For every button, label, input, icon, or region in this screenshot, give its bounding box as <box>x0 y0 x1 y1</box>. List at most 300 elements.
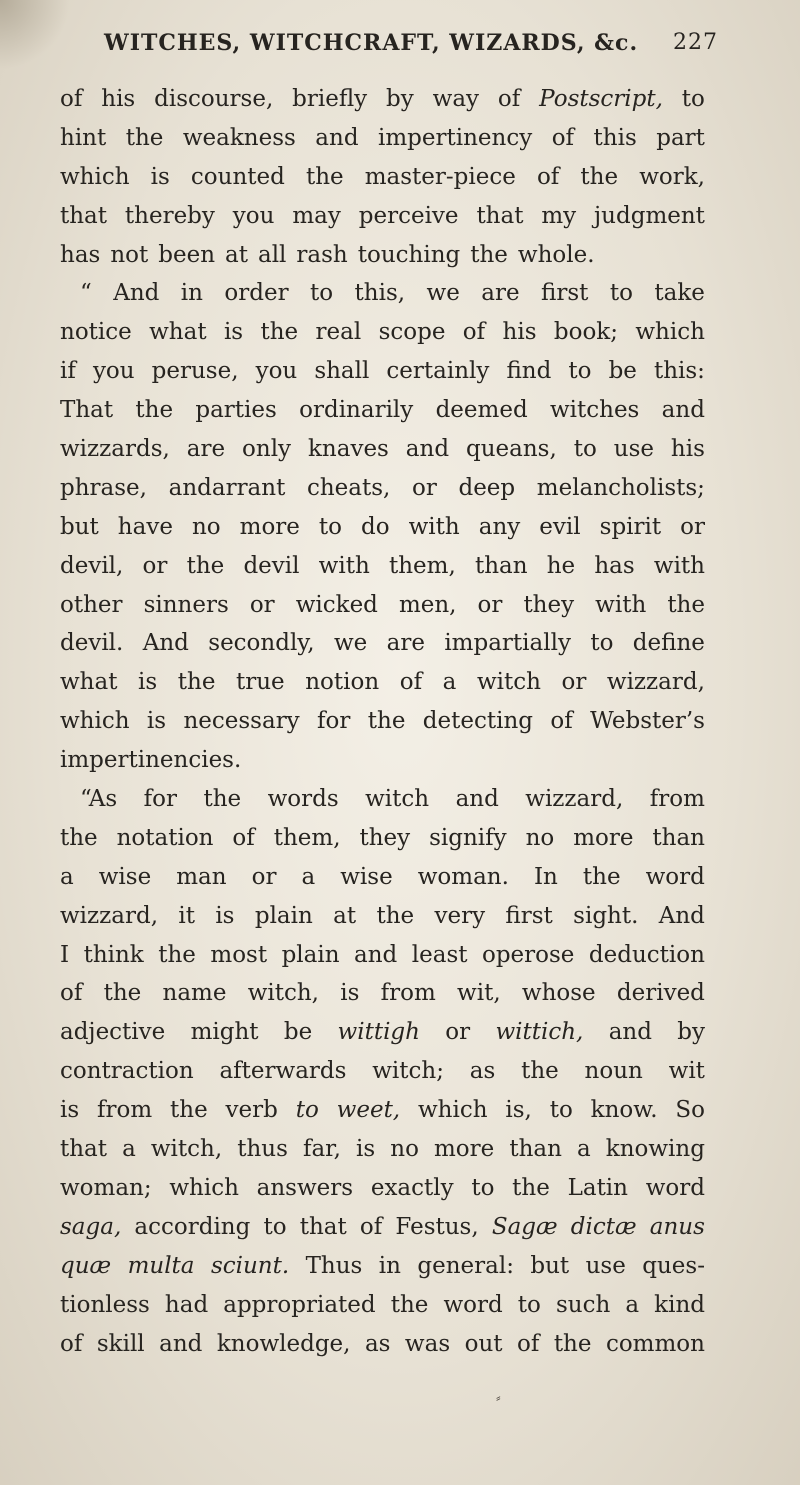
word: discourse, <box>154 86 274 112</box>
word: the <box>260 319 299 346</box>
word: afterwards <box>219 1058 347 1085</box>
word: take <box>654 280 705 307</box>
word: the <box>158 941 196 968</box>
word: are <box>481 280 520 307</box>
word: which <box>60 163 130 190</box>
word: that <box>299 1213 347 1240</box>
word: word <box>645 863 705 890</box>
word: detecting <box>422 708 534 735</box>
word: to <box>573 436 597 463</box>
word: he <box>546 552 576 579</box>
word: derived <box>616 980 705 1007</box>
word: quæ <box>60 1252 112 1279</box>
text-line <box>60 586 705 625</box>
word: the <box>186 552 225 579</box>
word: wizzard, <box>60 902 159 929</box>
word: which <box>635 319 705 346</box>
word: devil, <box>60 552 124 579</box>
word: master-piece <box>364 163 516 190</box>
word: a <box>576 1136 591 1163</box>
running-title: WITCHES, WITCHCRAFT, WIZARDS, &c. <box>104 30 639 56</box>
word: and <box>354 941 398 968</box>
word: Festus, <box>395 1213 479 1240</box>
word: the <box>177 669 216 696</box>
text-line <box>60 624 705 663</box>
word: cheats, <box>306 474 391 501</box>
word: of <box>359 1213 383 1240</box>
word: is <box>150 163 170 190</box>
word: this <box>593 124 637 151</box>
word: sinners <box>143 591 229 618</box>
word: to <box>318 513 343 540</box>
word: are <box>186 436 226 463</box>
word: or <box>251 863 277 890</box>
word: secondly, <box>208 630 315 657</box>
word: a <box>301 863 316 890</box>
word: common <box>605 1330 705 1357</box>
word: more <box>573 824 634 851</box>
word: you <box>232 202 275 229</box>
word: they <box>523 591 575 618</box>
word: what <box>149 319 207 346</box>
word: operose <box>481 941 575 968</box>
word: impartially <box>444 630 571 657</box>
word: it <box>178 902 195 929</box>
word: wizzard, <box>525 786 624 813</box>
text-line <box>60 158 705 197</box>
word: the <box>512 1174 550 1201</box>
word: them, <box>388 552 456 579</box>
word: the <box>203 786 242 813</box>
word: counted <box>190 163 285 190</box>
word: for <box>317 708 351 735</box>
word: deep <box>458 474 516 501</box>
word: wittigh <box>337 1019 420 1046</box>
word: most <box>210 941 268 968</box>
word: with <box>318 552 370 579</box>
word: no <box>191 513 221 540</box>
word: than <box>474 552 528 579</box>
text-line <box>60 80 705 119</box>
word: wit <box>668 1058 705 1085</box>
word: That <box>60 397 114 424</box>
word: or <box>680 513 705 540</box>
word: all <box>257 241 287 268</box>
word: least <box>411 941 468 968</box>
word: such <box>555 1291 611 1318</box>
word: notion <box>305 669 380 696</box>
word: kind <box>654 1291 705 1318</box>
word: and <box>315 124 359 151</box>
word: devil. <box>60 630 124 657</box>
word: than <box>652 824 705 851</box>
word: melancholists; <box>536 474 705 501</box>
word: or <box>477 591 503 618</box>
word: to <box>568 358 592 385</box>
word: And <box>113 280 160 307</box>
word: And <box>142 630 189 657</box>
word: “ <box>80 280 92 307</box>
text-line <box>60 897 705 936</box>
word: plain <box>281 941 340 968</box>
word: ques- <box>642 1252 705 1279</box>
text-line <box>60 469 705 508</box>
word: deduction <box>588 941 705 968</box>
word: order <box>224 280 289 307</box>
word: is <box>60 1097 80 1124</box>
word: no <box>390 1136 419 1163</box>
word: word <box>443 1291 503 1318</box>
word: wizzard, <box>606 669 705 696</box>
word: whose <box>521 980 596 1007</box>
word: this: <box>653 358 705 385</box>
word: which <box>417 1097 488 1124</box>
word: the <box>305 163 344 190</box>
word: notation <box>116 824 214 851</box>
word: the <box>580 163 619 190</box>
word: wicked <box>295 591 378 618</box>
word: multa <box>127 1252 195 1279</box>
word: more <box>239 513 300 540</box>
word: wise <box>340 863 393 890</box>
word: evil <box>539 513 581 540</box>
word: wizzards, <box>60 436 170 463</box>
word: shall <box>314 358 370 385</box>
text-line <box>60 974 705 1013</box>
word: exactly <box>370 1174 454 1201</box>
word: a <box>60 863 74 890</box>
word: wittich, <box>495 1019 584 1046</box>
word: only <box>242 436 292 463</box>
word: been <box>158 241 216 268</box>
text-line <box>60 702 705 741</box>
text-line <box>60 819 705 858</box>
word: And <box>658 902 705 929</box>
word: and <box>455 786 499 813</box>
word: appropriated <box>223 1291 376 1318</box>
word: more <box>434 1136 495 1163</box>
word: plain <box>254 902 313 929</box>
word: a <box>442 669 457 696</box>
word: has <box>60 241 101 268</box>
word: not <box>110 241 149 268</box>
word: the <box>170 1097 208 1124</box>
word: use <box>613 436 654 463</box>
ink-speck: ⸗ <box>496 1390 501 1406</box>
word: phrase, <box>60 474 147 501</box>
word: andarrant <box>168 474 286 501</box>
word: weet, <box>336 1097 401 1124</box>
word: we <box>333 630 368 657</box>
word: In <box>533 863 558 890</box>
word: witch, <box>247 980 319 1007</box>
word: at <box>225 241 248 268</box>
word: weakness <box>182 124 296 151</box>
word: to <box>517 1291 541 1318</box>
word: impertinencies. <box>60 747 242 774</box>
word: or <box>411 474 437 501</box>
word: to <box>681 86 705 112</box>
word: be <box>608 358 637 385</box>
word: might <box>190 1019 259 1046</box>
word: notice <box>60 319 132 346</box>
word: witch <box>476 669 541 696</box>
word: the <box>667 591 705 618</box>
word: Postscript, <box>539 86 663 112</box>
word: a <box>625 1291 640 1318</box>
word: at <box>333 902 357 929</box>
word: of <box>60 980 83 1007</box>
word: do <box>361 513 390 540</box>
word: whole. <box>517 241 595 268</box>
page-number: 227 <box>673 30 718 55</box>
word: or <box>561 669 587 696</box>
word: in <box>378 1252 401 1279</box>
word: certainly <box>386 358 490 385</box>
word: part <box>656 124 705 151</box>
word: of <box>497 86 521 112</box>
word: the <box>367 708 406 735</box>
word: you <box>92 358 135 385</box>
word: peruse, <box>151 358 239 385</box>
word: that <box>60 1136 108 1163</box>
word: saga, <box>60 1213 122 1240</box>
word: be <box>283 1019 313 1046</box>
word: by <box>677 1019 705 1046</box>
word: the <box>470 241 508 268</box>
word: is <box>138 669 158 696</box>
word: or <box>142 552 168 579</box>
word: hint <box>60 124 107 151</box>
word: work, <box>639 163 705 190</box>
word: any <box>478 513 521 540</box>
word: the <box>553 1330 592 1357</box>
word: first <box>505 902 553 929</box>
word: Webster’s <box>590 708 705 735</box>
word: true <box>236 669 285 696</box>
word: general: <box>417 1252 514 1279</box>
word: Thus <box>305 1252 363 1279</box>
word: by <box>386 86 414 112</box>
word: skill <box>96 1330 145 1357</box>
word: are <box>386 630 425 657</box>
word: to <box>549 1097 573 1124</box>
word: sight. <box>573 902 639 929</box>
word: but <box>530 1252 570 1279</box>
word: and <box>159 1330 203 1357</box>
word: no <box>525 824 555 851</box>
word: them, <box>273 824 341 851</box>
word: know. <box>590 1097 658 1124</box>
text-line <box>60 1130 705 1169</box>
word: is <box>340 980 360 1007</box>
word: the <box>135 397 174 424</box>
word: they <box>359 824 411 851</box>
word: of <box>232 824 255 851</box>
word: think <box>83 941 144 968</box>
text-line <box>60 1286 705 1325</box>
word: perceive <box>358 202 459 229</box>
word: this, <box>354 280 406 307</box>
word: queans, <box>465 436 557 463</box>
word: far, <box>302 1136 341 1163</box>
word: is, <box>505 1097 532 1124</box>
word: woman; <box>60 1174 152 1201</box>
word: his <box>502 319 537 346</box>
word: to <box>590 630 614 657</box>
word: ordinarily <box>299 397 414 424</box>
word: witch; <box>372 1058 444 1085</box>
word: scope <box>378 319 446 346</box>
word: his <box>670 436 705 463</box>
word: and <box>608 1019 652 1046</box>
text-line <box>60 936 705 975</box>
word: to <box>295 1097 319 1124</box>
word: “As <box>80 786 118 813</box>
word: signify <box>429 824 507 851</box>
word: deemed <box>435 397 528 424</box>
text-line <box>60 663 705 702</box>
word: is <box>356 1136 376 1163</box>
text-line <box>60 236 705 275</box>
word: that <box>476 202 524 229</box>
word: way <box>432 86 480 112</box>
word: knowledge, <box>216 1330 351 1357</box>
word: from <box>649 786 705 813</box>
body-text <box>60 80 705 1363</box>
text-line <box>60 430 705 469</box>
word: his <box>101 86 136 112</box>
word: the <box>390 1291 429 1318</box>
word: spirit <box>599 513 662 540</box>
word: of <box>399 669 423 696</box>
word: word <box>645 1174 705 1201</box>
word: but <box>60 513 99 540</box>
word: of <box>536 163 560 190</box>
word: touching <box>357 241 461 268</box>
text-line <box>60 741 705 780</box>
word: is <box>215 902 235 929</box>
word: with <box>595 591 647 618</box>
word: what <box>60 669 118 696</box>
word: wit, <box>457 980 501 1007</box>
text-line <box>60 274 705 313</box>
word: men, <box>398 591 457 618</box>
text-line <box>60 1247 705 1286</box>
word: of <box>462 319 486 346</box>
word: of <box>60 1330 83 1357</box>
text-line <box>60 780 705 819</box>
word: the <box>582 863 621 890</box>
word: and <box>661 397 705 424</box>
text-line <box>60 1325 705 1364</box>
word: necessary <box>183 708 300 735</box>
word: the <box>60 824 98 851</box>
word: that <box>60 202 108 229</box>
word: for <box>143 786 178 813</box>
word: a <box>122 1136 136 1163</box>
word: book; <box>553 319 618 346</box>
word: wise <box>98 863 152 890</box>
word: if <box>60 358 76 385</box>
word: name <box>162 980 227 1007</box>
word: or <box>445 1019 471 1046</box>
word: was <box>404 1330 451 1357</box>
text-line <box>60 391 705 430</box>
word: which <box>60 708 130 735</box>
word: of <box>60 86 83 112</box>
word: woman. <box>417 863 509 890</box>
word: Latin <box>567 1174 628 1201</box>
word: has <box>594 552 635 579</box>
word: is <box>146 708 167 735</box>
word: real <box>315 319 362 346</box>
word: rash <box>296 241 348 268</box>
word: man <box>176 863 227 890</box>
word: we <box>426 280 460 307</box>
word: tionless <box>60 1291 150 1318</box>
text-line <box>60 313 705 352</box>
word: to <box>263 1213 287 1240</box>
word: of <box>551 124 575 151</box>
word: thus <box>237 1136 288 1163</box>
word: and <box>405 436 450 463</box>
word: the <box>125 124 164 151</box>
text-line <box>60 1091 705 1130</box>
word: Sagæ <box>491 1213 558 1240</box>
word: in <box>180 280 203 307</box>
text-line <box>60 1208 705 1247</box>
word: my <box>541 202 577 229</box>
word: which <box>169 1174 239 1201</box>
word: use <box>585 1252 626 1279</box>
word: of <box>516 1330 540 1357</box>
word: briefly <box>292 86 368 112</box>
word: out <box>464 1330 503 1357</box>
word: knaves <box>307 436 389 463</box>
word: very <box>434 902 486 929</box>
text-line <box>60 197 705 236</box>
word: is <box>223 319 244 346</box>
word: contraction <box>60 1058 194 1085</box>
word: with <box>408 513 460 540</box>
word: the <box>376 902 415 929</box>
word: witches <box>549 397 640 424</box>
text-line <box>60 858 705 897</box>
word: you <box>255 358 298 385</box>
word: according <box>134 1213 251 1240</box>
word: of <box>550 708 573 735</box>
word: knowing <box>605 1136 705 1163</box>
word: other <box>60 591 123 618</box>
word: the <box>103 980 142 1007</box>
word: dictæ <box>570 1213 637 1240</box>
text-line <box>60 547 705 586</box>
word: adjective <box>60 1019 166 1046</box>
word: the <box>521 1058 559 1085</box>
word: sciunt. <box>210 1252 290 1279</box>
word: I <box>60 941 70 968</box>
word: as <box>364 1330 391 1357</box>
word: to <box>310 280 334 307</box>
word: witch <box>365 786 430 813</box>
word: first <box>541 280 589 307</box>
text-line <box>60 1169 705 1208</box>
text-line <box>60 1052 705 1091</box>
word: from <box>380 980 436 1007</box>
word: witch, <box>150 1136 223 1163</box>
running-head <box>104 30 718 70</box>
